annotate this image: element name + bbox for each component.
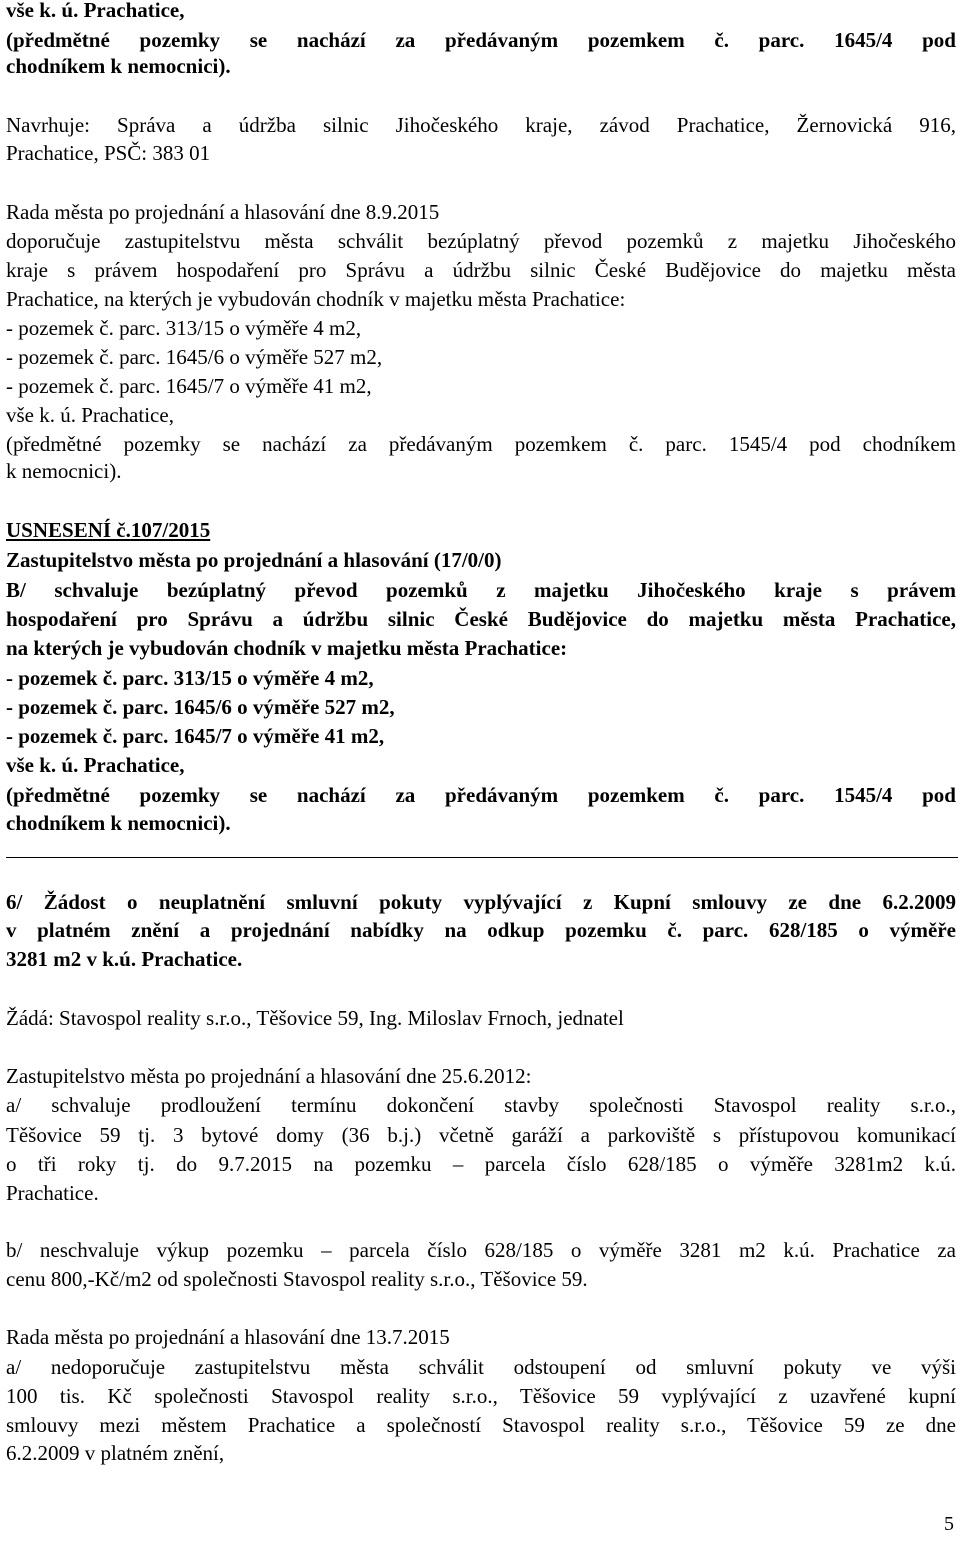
assembly-line-3: o tři roky tj. do 9.7.2015 na pozemku – parcela číslo 628/185 o výměře 3281m2 k.ú.	[6, 1152, 956, 1176]
council-1-line-4: vše k. ú. Prachatice,	[6, 403, 174, 427]
resolution-line-5: (předmětné pozemky se nachází za předávaným pozemkem č. parc. 1545/4 pod	[6, 783, 956, 807]
assembly-line-2: Těšovice 59 tj. 3 bytové domy (36 b.j.) včetně garáží a parkoviště s přístupovou komunikací	[6, 1123, 956, 1147]
proposer-line-2: Prachatice, PSČ: 383 01	[6, 141, 211, 165]
council-2-line-3: smlouvy mezi městem Prachatice a společností Stavospol reality s.r.o., Těšovice 59 ze dne	[6, 1413, 956, 1437]
resolution-line-0: Zastupitelstvo města po projednání a hlasování (17/0/0)	[6, 548, 502, 572]
council-1-item-2: - pozemek č. parc. 1645/6 o výměře 527 m2,	[6, 345, 383, 369]
resolution-line-6: chodníkem k nemocnici).	[6, 811, 231, 835]
top-line-1: vše k. ú. Prachatice,	[6, 0, 185, 22]
council-1-item-3: - pozemek č. parc. 1645/7 o výměře 41 m2,	[6, 374, 372, 398]
section-6-line-3: 3281 m2 v k.ú. Prachatice.	[6, 947, 243, 971]
top-line-3: chodníkem k nemocnici).	[6, 54, 231, 78]
section-6-line-1: 6/ Žádost o neuplatnění smluvní pokuty vyplývající z Kupní smlouvy ze dne 6.2.2009	[6, 890, 956, 914]
resolution-title-prefix: USNESENÍ č.	[6, 518, 131, 542]
section-divider	[6, 857, 958, 858]
section-6-line-2: v platném znění a projednání nabídky na odkup pozemku č. parc. 628/185 o výměře	[6, 918, 956, 942]
resolution-line-1: B/ schvaluje bezúplatný převod pozemků z majetku Jihočeského kraje s právem	[6, 578, 956, 602]
council-2-heading: Rada města po projednání a hlasování dne 13.7.2015	[6, 1325, 450, 1349]
assembly-line-5: b/ neschvaluje výkup pozemku – parcela číslo 628/185 o výměře 3281 m2 k.ú. Prachatice za	[6, 1238, 956, 1262]
council-1-line-5: (předmětné pozemky se nachází za předávaným pozemkem č. parc. 1545/4 pod chodníkem	[6, 432, 956, 456]
resolution-line-3: na kterých je vybudován chodník v majetku města Prachatice:	[6, 636, 568, 660]
council-2-line-1: a/ nedoporučuje zastupitelstvu města schválit odstoupení od smluvní pokuty ve výši	[6, 1355, 956, 1379]
resolution-item-1: - pozemek č. parc. 313/15 o výměře 4 m2,	[6, 666, 374, 690]
council-2-line-2: 100 tis. Kč společnosti Stavospol reality s.r.o., Těšovice 59 vyplývající z uzavřené kupní	[6, 1384, 956, 1408]
council-1-item-1: - pozemek č. parc. 313/15 o výměře 4 m2,	[6, 316, 362, 340]
assembly-heading: Zastupitelstvo města po projednání a hlasování dne 25.6.2012:	[6, 1064, 532, 1088]
assembly-line-6: cenu 800,-Kč/m2 od společnosti Stavospol reality s.r.o., Těšovice 59.	[6, 1267, 588, 1291]
assembly-line-1: a/ schvaluje prodloužení termínu dokončení stavby společnosti Stavospol reality s.r.o.,	[6, 1093, 956, 1117]
council-1-heading: Rada města po projednání a hlasování dne 8.9.2015	[6, 200, 440, 224]
resolution-line-4: vše k. ú. Prachatice,	[6, 753, 185, 777]
page-number: 5	[944, 1513, 954, 1535]
assembly-line-4: Prachatice.	[6, 1181, 99, 1205]
council-1-line-6: k nemocnici).	[6, 459, 122, 483]
council-1-line-2: kraje s právem hospodaření pro Správu a údržbu silnic České Budějovice do majetku města	[6, 258, 956, 282]
applicant-line: Žádá: Stavospol reality s.r.o., Těšovice 59, Ing. Miloslav Frnoch, jednatel	[6, 1006, 624, 1030]
top-line-2: (předmětné pozemky se nachází za předávaným pozemkem č. parc. 1645/4 pod	[6, 28, 956, 52]
resolution-item-3: - pozemek č. parc. 1645/7 o výměře 41 m2,	[6, 724, 385, 748]
resolution-title-number: 107/2015	[130, 518, 211, 542]
resolution-item-2: - pozemek č. parc. 1645/6 o výměře 527 m2,	[6, 695, 395, 719]
proposer-line-1: Navrhuje: Správa a údržba silnic Jihočeského kraje, závod Prachatice, Žernovická 916,	[6, 113, 956, 137]
council-1-line-1: doporučuje zastupitelstvu města schválit bezúplatný převod pozemků z majetku Jihočeského	[6, 229, 956, 253]
resolution-line-2: hospodaření pro Správu a údržbu silnic České Budějovice do majetku města Prachatice,	[6, 607, 956, 631]
council-2-line-4: 6.2.2009 v platném znění,	[6, 1441, 225, 1465]
resolution-title	[6, 517, 210, 543]
council-1-line-3: Prachatice, na kterých je vybudován chodník v majetku města Prachatice:	[6, 287, 626, 311]
